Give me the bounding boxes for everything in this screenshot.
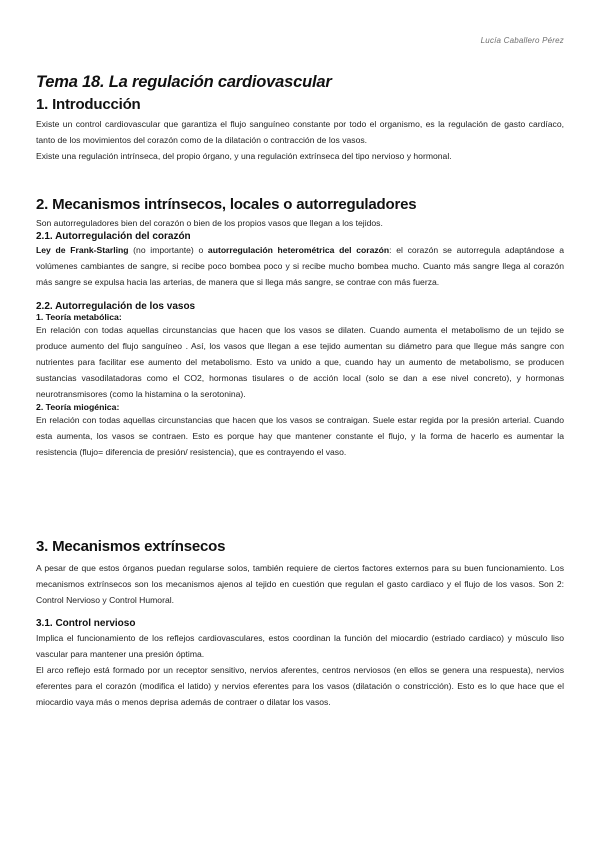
frank-starling-text: : el corazón se autorregula adaptándose a volúmenes cambiantes de sangre, si recibe poco bombea poco y si recibe mucho bombea mucho. Cuanto más sangre llega al corazón más sangre se expulsa hacia las arterias, de manera que si llega más sangre, se contrae con más fuerza. [36, 245, 564, 287]
nervous-control-paragraph-1: Implica el funcionamiento de los reflejos cardiovasculares, estos coordinan la función del miocardio (estriado cardiaco) y músculo liso vascular para mantener una presión óptima. [36, 633, 564, 659]
heterometric-term: autorregulación heterométrica del corazón [207, 245, 390, 255]
theory-text-metabolic: En relación con todas aquellas circunstancias que hacen que los vasos se dilaten. Cuando aumenta el metabolismo de un tejido se produce aumento del flujo sanguíneo . Así, los vasos que llegan a ese tejido aumentan su diámetro para que llegue más sangre con nutrientes para facilitar ese aumento del metabolismo. Esto va unido a que, cuando hay un aumento de metabolismo, se producen sustancias vasodilatadoras como el CO2, hormonas tisulares o de acción local (solo se dan a ese nivel concreto), y hormonas neurotransmisores (como la histamina o la serotonina). [36, 325, 564, 399]
extrinsic-paragraph: A pesar de que estos órganos puedan regularse solos, también requiere de ciertos factores externos para su buen funcionamiento. Los mecanismos extrínsecos son los mecanismos ajenos al tejido en cuestión que regulan el gasto cardiaco y el flujo de los vasos. Son 2: Control Nervioso y Control Humoral. [36, 563, 564, 605]
frank-starling-note: (no importante) o [128, 245, 208, 255]
subsection-heading-2-1: 2.1. Autorregulación del corazón [36, 231, 191, 242]
section-heading-intrinsecos: 2. Mecanismos intrínsecos, locales o autorreguladores [36, 196, 417, 213]
frank-starling-term: Ley de Frank-Starling [36, 245, 129, 255]
theory-heading-myogenic: 2. Teoría miogénica: [36, 402, 120, 412]
section-mecanismos-extrinsecos [36, 538, 564, 710]
frank-starling-paragraph [36, 242, 564, 290]
subsection-heading-3-1: 3.1. Control nervioso [36, 618, 136, 629]
author-name: Lucía Caballero Pérez [480, 36, 564, 45]
section-mecanismos-intrinsecos [36, 196, 564, 460]
intro-paragraph-1: Existe un control cardiovascular que garantiza el flujo sanguíneo constante por todo el organismo, es la regulación de gasto cardíaco, tanto de los movimientos del corazón como de la dilatación o contracción de los vasos. [36, 119, 564, 145]
section-introduccion [36, 96, 564, 164]
theory-text-myogenic: En relación con todas aquellas circunstancias que hacen que los vasos se contraigan. Suele estar regida por la presión arterial. Cuando esta aumenta, los vasos se contraen. Esto es porque hay que mantener constante el flujo, y la forma de hacerlo es aumentar la resistencia (flujo= diferencia de presión/ resistencia), que es contrayendo el vaso. [36, 415, 564, 457]
intrinsic-intro: Son autorreguladores bien del corazón o bien de los propios vasos que llegan a los tejidos. [36, 218, 383, 228]
section-heading-introduccion: 1. Introducción [36, 96, 141, 113]
subsection-heading-2-2: 2.2. Autorregulación de los vasos [36, 301, 196, 312]
page-title: Tema 18. La regulación cardiovascular [36, 73, 332, 91]
nervous-control-paragraph-2: El arco reflejo está formado por un receptor sensitivo, nervios aferentes, centros nerviosos (en ellos se genera una respuesta), nervios eferentes para el corazón (modifica el latido) y nervios eferentes para los vasos (dilatación o constricción). Esto es lo que hace que el miocardio vaya más o menos deprisa además de contraer o dilatar los vasos. [36, 665, 564, 707]
intro-paragraph-2: Existe una regulación intrínseca, del propio órgano, y una regulación extrínseca del tipo nervioso y hormonal. [36, 151, 452, 161]
theory-heading-metabolic: 1. Teoría metabólica: [36, 312, 122, 322]
section-heading-extrinsecos: 3. Mecanismos extrínsecos [36, 538, 226, 555]
